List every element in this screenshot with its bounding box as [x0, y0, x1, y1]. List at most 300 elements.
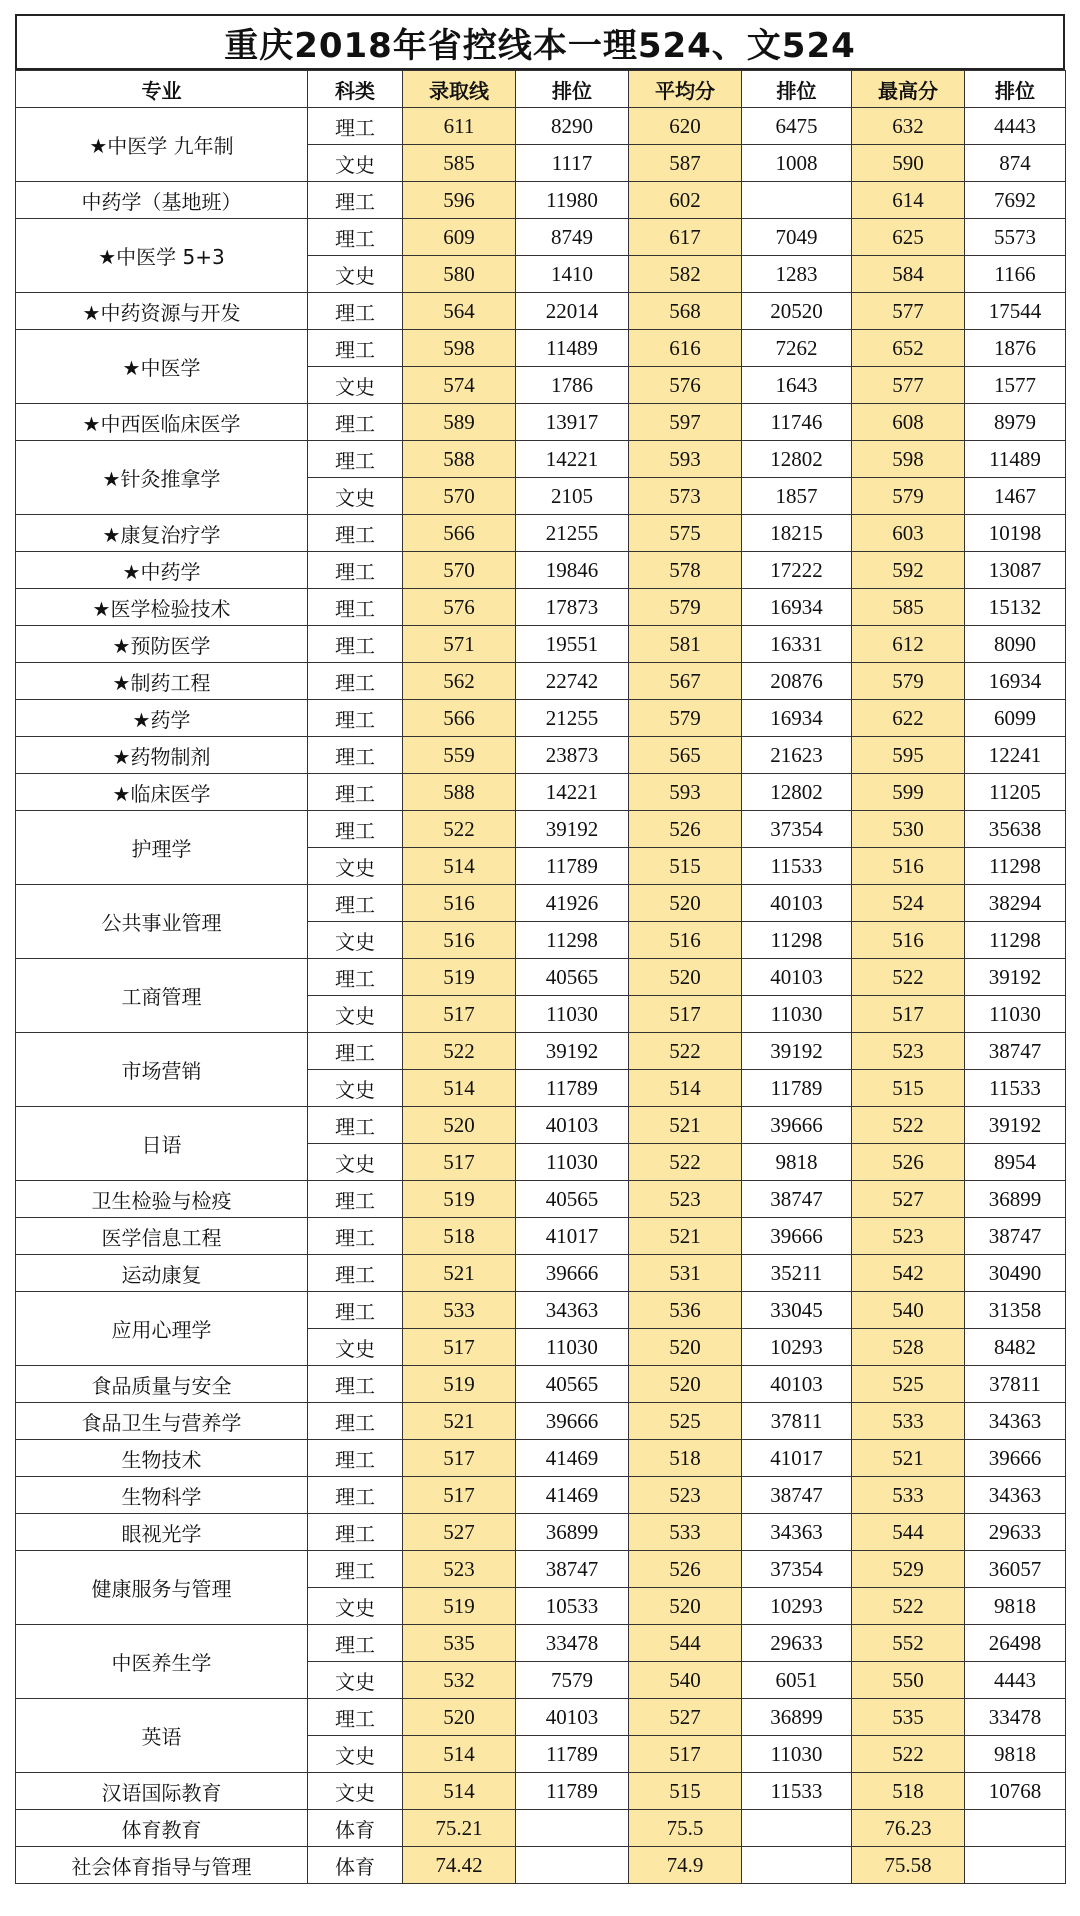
max-rank-cell: 11533	[965, 1070, 1066, 1107]
category-cell: 理工	[308, 1181, 403, 1218]
average-score-cell: 540	[629, 1662, 742, 1699]
max-score-cell: 75.58	[852, 1847, 965, 1884]
max-score-cell: 522	[852, 959, 965, 996]
cutoff-rank-cell: 40103	[516, 1699, 629, 1736]
cutoff-score-cell: 514	[403, 1773, 516, 1810]
table-row	[16, 626, 1066, 663]
category-cell: 文史	[308, 996, 403, 1033]
max-score-cell: 533	[852, 1403, 965, 1440]
category-cell: 文史	[308, 1588, 403, 1625]
average-rank-cell: 39666	[742, 1107, 852, 1144]
average-score-cell: 525	[629, 1403, 742, 1440]
average-rank-cell: 21623	[742, 737, 852, 774]
max-rank-cell: 13087	[965, 552, 1066, 589]
page-title: 重庆2018年省控线本一理524、文524	[15, 14, 1065, 70]
max-score-cell: 585	[852, 589, 965, 626]
cutoff-score-cell: 519	[403, 1366, 516, 1403]
category-cell: 文史	[308, 1662, 403, 1699]
cutoff-score-cell: 533	[403, 1292, 516, 1329]
max-rank-cell: 31358	[965, 1292, 1066, 1329]
category-cell: 理工	[308, 1403, 403, 1440]
category-cell: 理工	[308, 1699, 403, 1736]
max-rank-cell: 11298	[965, 922, 1066, 959]
cutoff-rank-cell: 11789	[516, 848, 629, 885]
cutoff-rank-cell: 41017	[516, 1218, 629, 1255]
average-rank-cell	[742, 1847, 852, 1884]
max-rank-cell: 16934	[965, 663, 1066, 700]
cutoff-rank-cell: 11789	[516, 1070, 629, 1107]
max-score-cell: 579	[852, 663, 965, 700]
average-rank-cell: 7049	[742, 219, 852, 256]
cutoff-score-cell: 598	[403, 330, 516, 367]
max-score-cell: 76.23	[852, 1810, 965, 1847]
max-rank-cell: 17544	[965, 293, 1066, 330]
table-row	[16, 1477, 1066, 1514]
average-score-cell: 526	[629, 1551, 742, 1588]
table-row	[16, 1366, 1066, 1403]
max-rank-cell: 38747	[965, 1033, 1066, 1070]
max-score-cell: 522	[852, 1588, 965, 1625]
category-cell: 文史	[308, 145, 403, 182]
major-name-cell: ★中医学	[16, 330, 308, 404]
category-cell: 理工	[308, 626, 403, 663]
table-row	[16, 1514, 1066, 1551]
cutoff-rank-cell: 2105	[516, 478, 629, 515]
average-score-cell: 581	[629, 626, 742, 663]
category-cell: 理工	[308, 1477, 403, 1514]
average-score-cell: 597	[629, 404, 742, 441]
cutoff-score-cell: 570	[403, 552, 516, 589]
max-rank-cell: 9818	[965, 1588, 1066, 1625]
average-score-cell: 582	[629, 256, 742, 293]
cutoff-rank-cell: 1786	[516, 367, 629, 404]
average-rank-cell: 20876	[742, 663, 852, 700]
average-score-cell: 587	[629, 145, 742, 182]
table-row	[16, 1847, 1066, 1884]
header-cutoff-rank: 排位	[516, 71, 629, 108]
average-score-cell: 579	[629, 700, 742, 737]
average-score-cell: 75.5	[629, 1810, 742, 1847]
average-rank-cell: 12802	[742, 441, 852, 478]
cutoff-rank-cell: 19846	[516, 552, 629, 589]
category-cell: 理工	[308, 811, 403, 848]
major-name-cell: 医学信息工程	[16, 1218, 308, 1255]
max-rank-cell: 8954	[965, 1144, 1066, 1181]
average-score-cell: 523	[629, 1477, 742, 1514]
cutoff-score-cell: 535	[403, 1625, 516, 1662]
average-score-cell: 520	[629, 1329, 742, 1366]
max-score-cell: 518	[852, 1773, 965, 1810]
cutoff-rank-cell: 39666	[516, 1403, 629, 1440]
table-row	[16, 552, 1066, 589]
major-name-cell: ★临床医学	[16, 774, 308, 811]
category-cell: 文史	[308, 848, 403, 885]
major-name-cell: ★药物制剂	[16, 737, 308, 774]
category-cell: 理工	[308, 1218, 403, 1255]
max-score-cell: 625	[852, 219, 965, 256]
major-name-cell: 食品卫生与营养学	[16, 1403, 308, 1440]
cutoff-score-cell: 562	[403, 663, 516, 700]
cutoff-rank-cell: 41926	[516, 885, 629, 922]
major-name-cell: 市场营销	[16, 1033, 308, 1107]
cutoff-rank-cell: 11489	[516, 330, 629, 367]
average-rank-cell: 20520	[742, 293, 852, 330]
average-rank-cell: 1857	[742, 478, 852, 515]
average-rank-cell: 33045	[742, 1292, 852, 1329]
max-rank-cell: 36057	[965, 1551, 1066, 1588]
cutoff-rank-cell: 8749	[516, 219, 629, 256]
cutoff-score-cell: 522	[403, 811, 516, 848]
category-cell: 理工	[308, 959, 403, 996]
max-score-cell: 614	[852, 182, 965, 219]
max-score-cell: 652	[852, 330, 965, 367]
cutoff-score-cell: 589	[403, 404, 516, 441]
average-score-cell: 517	[629, 1736, 742, 1773]
average-rank-cell: 11298	[742, 922, 852, 959]
cutoff-rank-cell: 13917	[516, 404, 629, 441]
average-rank-cell: 11533	[742, 848, 852, 885]
table-row	[16, 182, 1066, 219]
cutoff-rank-cell: 36899	[516, 1514, 629, 1551]
max-score-cell: 552	[852, 1625, 965, 1662]
cutoff-rank-cell: 40565	[516, 1181, 629, 1218]
category-cell: 体育	[308, 1847, 403, 1884]
max-score-cell: 522	[852, 1736, 965, 1773]
average-score-cell: 515	[629, 1773, 742, 1810]
category-cell: 文史	[308, 478, 403, 515]
average-rank-cell: 18215	[742, 515, 852, 552]
cutoff-rank-cell: 34363	[516, 1292, 629, 1329]
category-cell: 理工	[308, 589, 403, 626]
average-rank-cell: 11746	[742, 404, 852, 441]
max-rank-cell: 874	[965, 145, 1066, 182]
cutoff-rank-cell: 22014	[516, 293, 629, 330]
average-rank-cell: 37811	[742, 1403, 852, 1440]
average-rank-cell	[742, 182, 852, 219]
cutoff-rank-cell: 39192	[516, 811, 629, 848]
max-rank-cell: 38747	[965, 1218, 1066, 1255]
average-rank-cell: 9818	[742, 1144, 852, 1181]
max-rank-cell: 38294	[965, 885, 1066, 922]
max-rank-cell: 9818	[965, 1736, 1066, 1773]
max-rank-cell: 6099	[965, 700, 1066, 737]
category-cell: 理工	[308, 774, 403, 811]
cutoff-score-cell: 517	[403, 1144, 516, 1181]
category-cell: 理工	[308, 1107, 403, 1144]
max-score-cell: 577	[852, 293, 965, 330]
average-rank-cell: 11789	[742, 1070, 852, 1107]
major-name-cell: 日语	[16, 1107, 308, 1181]
cutoff-rank-cell: 22742	[516, 663, 629, 700]
average-score-cell: 520	[629, 1588, 742, 1625]
max-rank-cell: 8090	[965, 626, 1066, 663]
category-cell: 理工	[308, 293, 403, 330]
max-score-cell: 528	[852, 1329, 965, 1366]
major-name-cell: 英语	[16, 1699, 308, 1773]
cutoff-rank-cell: 41469	[516, 1440, 629, 1477]
category-cell: 理工	[308, 1440, 403, 1477]
cutoff-score-cell: 520	[403, 1699, 516, 1736]
table-row	[16, 700, 1066, 737]
average-score-cell: 617	[629, 219, 742, 256]
average-score-cell: 520	[629, 959, 742, 996]
table-row	[16, 1218, 1066, 1255]
major-name-cell: 体育教育	[16, 1810, 308, 1847]
average-rank-cell: 1283	[742, 256, 852, 293]
average-rank-cell: 1008	[742, 145, 852, 182]
max-score-cell: 526	[852, 1144, 965, 1181]
table-row	[16, 885, 1066, 922]
average-rank-cell: 10293	[742, 1329, 852, 1366]
cutoff-score-cell: 527	[403, 1514, 516, 1551]
max-rank-cell: 10198	[965, 515, 1066, 552]
table-row	[16, 1551, 1066, 1588]
max-rank-cell: 11489	[965, 441, 1066, 478]
category-cell: 理工	[308, 1514, 403, 1551]
major-name-cell: 健康服务与管理	[16, 1551, 308, 1625]
cutoff-score-cell: 559	[403, 737, 516, 774]
average-rank-cell: 40103	[742, 959, 852, 996]
cutoff-score-cell: 566	[403, 700, 516, 737]
category-cell: 理工	[308, 700, 403, 737]
table-row	[16, 1810, 1066, 1847]
table-row	[16, 1625, 1066, 1662]
average-score-cell: 514	[629, 1070, 742, 1107]
table-row	[16, 959, 1066, 996]
average-rank-cell: 11030	[742, 1736, 852, 1773]
cutoff-score-cell: 517	[403, 1477, 516, 1514]
max-score-cell: 599	[852, 774, 965, 811]
max-rank-cell: 11298	[965, 848, 1066, 885]
average-score-cell: 602	[629, 182, 742, 219]
major-name-cell: 社会体育指导与管理	[16, 1847, 308, 1884]
major-name-cell: 生物技术	[16, 1440, 308, 1477]
table-row	[16, 404, 1066, 441]
cutoff-score-cell: 517	[403, 1329, 516, 1366]
table-row	[16, 108, 1066, 145]
average-score-cell: 575	[629, 515, 742, 552]
average-rank-cell: 16331	[742, 626, 852, 663]
max-rank-cell: 30490	[965, 1255, 1066, 1292]
average-rank-cell: 38747	[742, 1477, 852, 1514]
cutoff-score-cell: 516	[403, 885, 516, 922]
admission-score-table	[15, 70, 1066, 1884]
average-score-cell: 522	[629, 1033, 742, 1070]
cutoff-rank-cell: 11298	[516, 922, 629, 959]
cutoff-score-cell: 611	[403, 108, 516, 145]
average-score-cell: 568	[629, 293, 742, 330]
average-rank-cell: 1643	[742, 367, 852, 404]
cutoff-score-cell: 523	[403, 1551, 516, 1588]
cutoff-score-cell: 588	[403, 441, 516, 478]
cutoff-rank-cell: 17873	[516, 589, 629, 626]
max-score-cell: 612	[852, 626, 965, 663]
cutoff-rank-cell: 39666	[516, 1255, 629, 1292]
cutoff-score-cell: 519	[403, 1588, 516, 1625]
major-name-cell: ★预防医学	[16, 626, 308, 663]
cutoff-rank-cell: 40565	[516, 1366, 629, 1403]
max-score-cell: 523	[852, 1218, 965, 1255]
cutoff-rank-cell: 14221	[516, 774, 629, 811]
cutoff-rank-cell: 14221	[516, 441, 629, 478]
header-row	[16, 71, 1066, 108]
max-rank-cell: 10768	[965, 1773, 1066, 1810]
average-score-cell: 527	[629, 1699, 742, 1736]
max-score-cell: 595	[852, 737, 965, 774]
max-rank-cell: 33478	[965, 1699, 1066, 1736]
max-score-cell: 516	[852, 922, 965, 959]
average-score-cell: 565	[629, 737, 742, 774]
average-score-cell: 522	[629, 1144, 742, 1181]
major-name-cell: ★药学	[16, 700, 308, 737]
category-cell: 文史	[308, 1144, 403, 1181]
average-rank-cell: 7262	[742, 330, 852, 367]
major-name-cell: ★中西医临床医学	[16, 404, 308, 441]
cutoff-score-cell: 519	[403, 1181, 516, 1218]
max-score-cell: 622	[852, 700, 965, 737]
max-score-cell: 598	[852, 441, 965, 478]
average-score-cell: 544	[629, 1625, 742, 1662]
table-row	[16, 330, 1066, 367]
average-rank-cell: 39192	[742, 1033, 852, 1070]
max-score-cell: 529	[852, 1551, 965, 1588]
cutoff-score-cell: 580	[403, 256, 516, 293]
max-rank-cell: 1467	[965, 478, 1066, 515]
average-score-cell: 573	[629, 478, 742, 515]
table-row	[16, 589, 1066, 626]
max-rank-cell: 5573	[965, 219, 1066, 256]
max-score-cell: 550	[852, 1662, 965, 1699]
table-row	[16, 1107, 1066, 1144]
cutoff-score-cell: 74.42	[403, 1847, 516, 1884]
cutoff-score-cell: 520	[403, 1107, 516, 1144]
max-rank-cell: 12241	[965, 737, 1066, 774]
max-score-cell: 515	[852, 1070, 965, 1107]
table-row	[16, 1699, 1066, 1736]
max-score-cell: 603	[852, 515, 965, 552]
max-score-cell: 542	[852, 1255, 965, 1292]
major-name-cell: ★针灸推拿学	[16, 441, 308, 515]
max-score-cell: 632	[852, 108, 965, 145]
max-rank-cell: 34363	[965, 1403, 1066, 1440]
category-cell: 理工	[308, 1625, 403, 1662]
category-cell: 文史	[308, 922, 403, 959]
max-score-cell: 525	[852, 1366, 965, 1403]
average-rank-cell: 41017	[742, 1440, 852, 1477]
category-cell: 理工	[308, 885, 403, 922]
category-cell: 文史	[308, 1329, 403, 1366]
table-row	[16, 1773, 1066, 1810]
max-score-cell: 544	[852, 1514, 965, 1551]
table-row	[16, 1403, 1066, 1440]
header-major: 专业	[16, 71, 308, 108]
table-row	[16, 663, 1066, 700]
average-rank-cell: 11030	[742, 996, 852, 1033]
cutoff-score-cell: 518	[403, 1218, 516, 1255]
average-rank-cell: 12802	[742, 774, 852, 811]
average-rank-cell	[742, 1810, 852, 1847]
major-name-cell: 中药学（基地班）	[16, 182, 308, 219]
cutoff-score-cell: 574	[403, 367, 516, 404]
cutoff-score-cell: 576	[403, 589, 516, 626]
category-cell: 文史	[308, 367, 403, 404]
cutoff-rank-cell	[516, 1810, 629, 1847]
average-score-cell: 593	[629, 441, 742, 478]
category-cell: 体育	[308, 1810, 403, 1847]
cutoff-score-cell: 570	[403, 478, 516, 515]
cutoff-rank-cell: 11980	[516, 182, 629, 219]
cutoff-score-cell: 585	[403, 145, 516, 182]
average-rank-cell: 40103	[742, 885, 852, 922]
cutoff-score-cell: 516	[403, 922, 516, 959]
max-rank-cell: 39192	[965, 1107, 1066, 1144]
max-rank-cell	[965, 1847, 1066, 1884]
cutoff-rank-cell: 23873	[516, 737, 629, 774]
average-score-cell: 516	[629, 922, 742, 959]
average-rank-cell: 40103	[742, 1366, 852, 1403]
average-score-cell: 616	[629, 330, 742, 367]
table-row	[16, 219, 1066, 256]
max-rank-cell: 1577	[965, 367, 1066, 404]
cutoff-rank-cell: 11030	[516, 996, 629, 1033]
average-score-cell: 567	[629, 663, 742, 700]
table-row	[16, 1292, 1066, 1329]
cutoff-score-cell: 75.21	[403, 1810, 516, 1847]
cutoff-rank-cell: 41469	[516, 1477, 629, 1514]
max-score-cell: 517	[852, 996, 965, 1033]
average-score-cell: 536	[629, 1292, 742, 1329]
header-max-score: 最高分	[852, 71, 965, 108]
average-score-cell: 526	[629, 811, 742, 848]
max-rank-cell: 11030	[965, 996, 1066, 1033]
average-rank-cell: 6475	[742, 108, 852, 145]
cutoff-rank-cell: 40565	[516, 959, 629, 996]
major-name-cell: 运动康复	[16, 1255, 308, 1292]
max-rank-cell: 8482	[965, 1329, 1066, 1366]
major-name-cell: 工商管理	[16, 959, 308, 1033]
cutoff-score-cell: 517	[403, 996, 516, 1033]
cutoff-score-cell: 514	[403, 1736, 516, 1773]
major-name-cell: 应用心理学	[16, 1292, 308, 1366]
average-score-cell: 523	[629, 1181, 742, 1218]
category-cell: 理工	[308, 1292, 403, 1329]
max-rank-cell: 34363	[965, 1477, 1066, 1514]
cutoff-rank-cell: 11789	[516, 1736, 629, 1773]
cutoff-rank-cell: 1117	[516, 145, 629, 182]
max-rank-cell: 15132	[965, 589, 1066, 626]
header-average-score: 平均分	[629, 71, 742, 108]
max-score-cell: 579	[852, 478, 965, 515]
max-rank-cell: 36899	[965, 1181, 1066, 1218]
cutoff-score-cell: 609	[403, 219, 516, 256]
max-score-cell: 590	[852, 145, 965, 182]
major-name-cell: 公共事业管理	[16, 885, 308, 959]
average-score-cell: 579	[629, 589, 742, 626]
max-score-cell: 524	[852, 885, 965, 922]
average-rank-cell: 35211	[742, 1255, 852, 1292]
max-rank-cell	[965, 1810, 1066, 1847]
cutoff-rank-cell: 10533	[516, 1588, 629, 1625]
cutoff-score-cell: 514	[403, 1070, 516, 1107]
table-row	[16, 515, 1066, 552]
max-score-cell: 608	[852, 404, 965, 441]
max-score-cell: 535	[852, 1699, 965, 1736]
major-name-cell: 中医养生学	[16, 1625, 308, 1699]
cutoff-rank-cell: 40103	[516, 1107, 629, 1144]
cutoff-score-cell: 532	[403, 1662, 516, 1699]
max-rank-cell: 4443	[965, 108, 1066, 145]
table-row	[16, 1181, 1066, 1218]
